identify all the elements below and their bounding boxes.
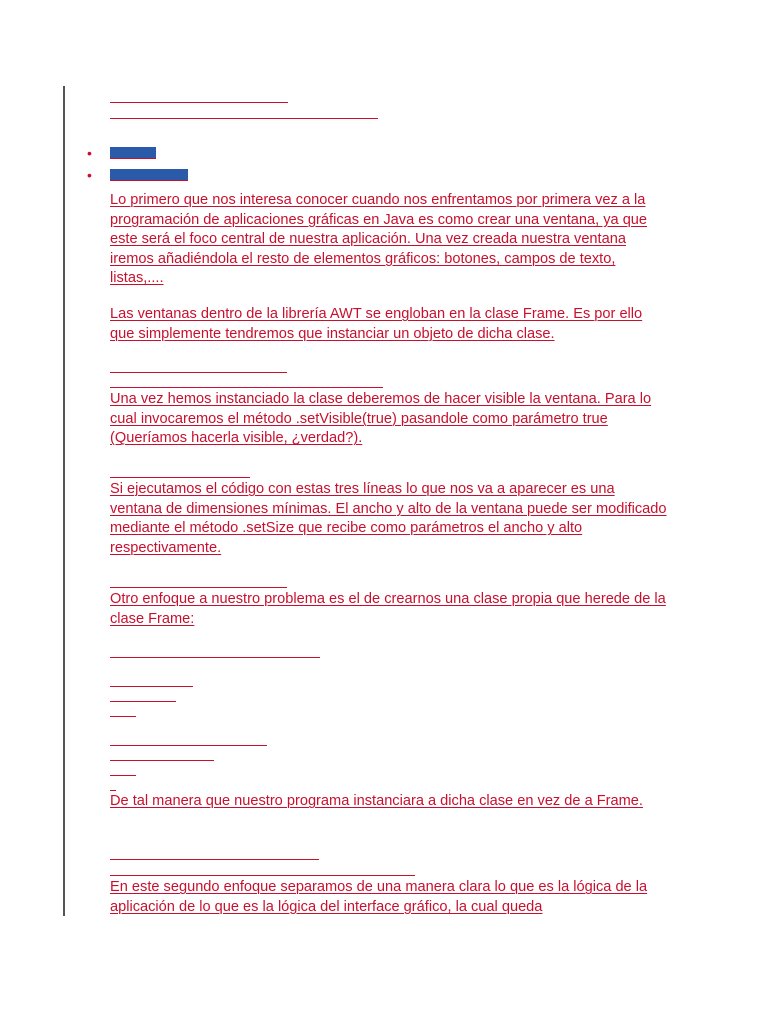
code-link-line[interactable] bbox=[110, 102, 288, 103]
nav-list-item-link[interactable] bbox=[110, 169, 188, 181]
code-link-line[interactable] bbox=[110, 716, 136, 717]
code-link-line[interactable] bbox=[110, 790, 116, 791]
paragraph[interactable]: Si ejecutamos el código con estas tres líneas lo que nos va a aparecer es una ventana de dimensiones mínimas. El ancho y alto de la ventana puede ser modificado mediante el método .setSize que recibe como parámetros el ancho y alto respectivamente. bbox=[110, 481, 667, 556]
paragraph[interactable]: Lo primero que nos interesa conocer cuando nos enfrentamos por primera vez a la programación de aplicaciones gráficas en Java es como crear una ventana, ya que este será el foco central de nuestra aplicación. Una vez creada nuestra ventana iremos añadiéndola el resto de elementos gráficos: botones, campos de texto, listas,.... bbox=[110, 192, 648, 287]
code-link-line[interactable] bbox=[110, 118, 378, 119]
paragraph[interactable]: Las ventanas dentro de la librería AWT se engloban en la clase Frame. Es por ello que simplemente tendremos que instanciar un objeto de dicha clase. bbox=[110, 306, 643, 342]
code-link-line[interactable] bbox=[110, 701, 176, 702]
paragraph[interactable]: Otro enfoque a nuestro problema es el de crearnos una clase propia que herede de la clase Frame: bbox=[110, 591, 666, 627]
code-link-line[interactable] bbox=[110, 587, 287, 588]
code-link-line[interactable] bbox=[110, 859, 319, 860]
code-link-line[interactable] bbox=[110, 686, 193, 687]
code-link-line[interactable] bbox=[110, 387, 383, 388]
left-margin-rule bbox=[63, 86, 65, 916]
paragraph[interactable]: Una vez hemos instanciado la clase deberemos de hacer visible la ventana. Para lo cual invocaremos el método .setVisible(true) pasandole como parámetro true (Queríamos hacerla visible, ¿verdad?). bbox=[110, 391, 652, 447]
code-link-line[interactable] bbox=[110, 372, 287, 373]
code-link-line[interactable] bbox=[110, 657, 320, 658]
paragraph[interactable]: En este segundo enfoque separamos de una manera clara lo que es la lógica de la aplicación de lo que es la lógica del interface gráfico, la cual queda bbox=[110, 879, 648, 915]
nav-list-item-link[interactable] bbox=[110, 147, 156, 159]
code-link-line[interactable] bbox=[110, 875, 415, 876]
code-link-line[interactable] bbox=[110, 745, 267, 746]
code-link-line[interactable] bbox=[110, 477, 250, 478]
bullet-marker: • bbox=[87, 145, 92, 161]
code-link-line[interactable] bbox=[110, 775, 136, 776]
code-link-line[interactable] bbox=[110, 760, 214, 761]
paragraph[interactable]: De tal manera que nuestro programa instanciara a dicha clase en vez de a Frame. bbox=[110, 793, 643, 809]
bullet-marker: • bbox=[87, 167, 92, 183]
